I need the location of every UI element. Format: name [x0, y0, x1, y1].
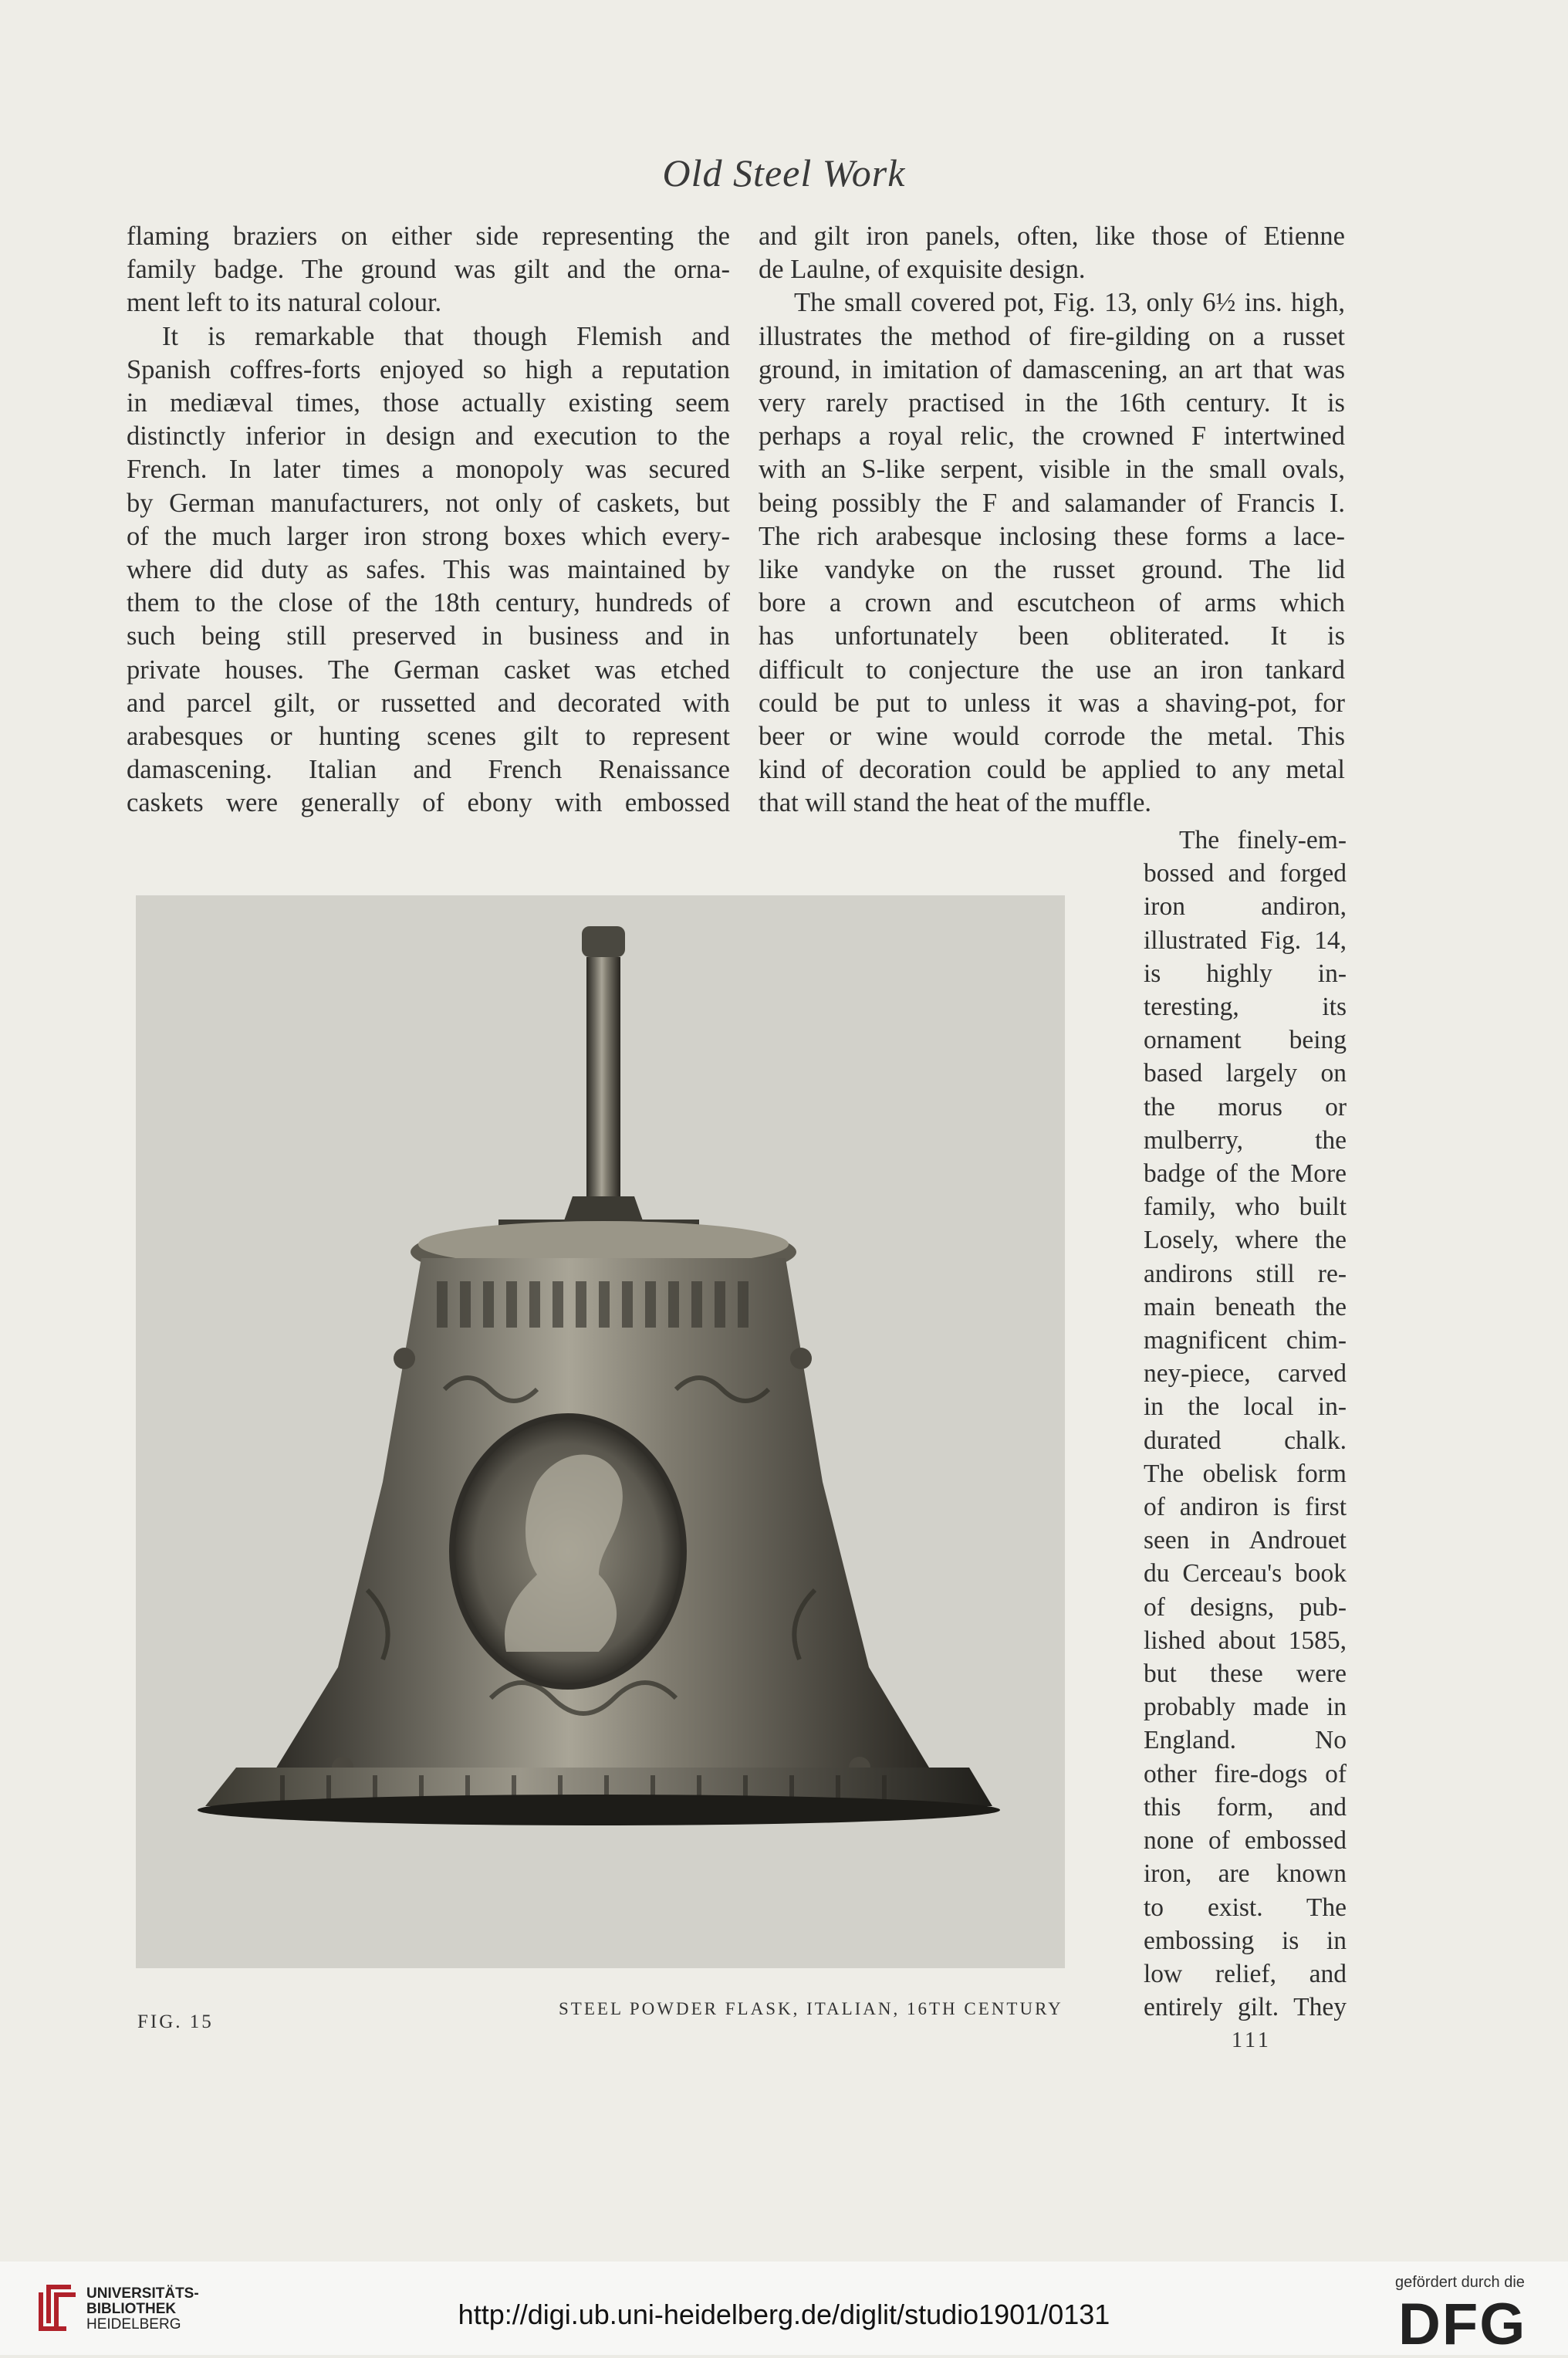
text-line: bossed and forged: [1144, 859, 1347, 888]
text-line: family, who built: [1144, 1193, 1347, 1222]
text-line: beer or wine would corrode the metal. This: [759, 722, 1345, 752]
text-line: The rich arabesque inclosing these forms a lace-: [759, 521, 1345, 551]
text-line: ney-piece, carved: [1144, 1359, 1347, 1389]
text-line: ment left to its natural colour.: [127, 288, 442, 318]
text-line: The finely-em-: [1179, 826, 1347, 854]
text-line: andirons still re-: [1144, 1259, 1347, 1288]
text-line: based largely on: [1144, 1059, 1347, 1088]
text-line: seen in Androuet: [1144, 1526, 1347, 1555]
text-line: magnificent chim-: [1144, 1326, 1347, 1355]
text-line: mulberry, the: [1144, 1125, 1347, 1155]
text-line: bore a crown and escutcheon of arms which: [759, 588, 1345, 618]
running-head: Old Steel Work: [662, 151, 906, 195]
text-line: distinctly inferior in design and execution to the: [127, 421, 730, 452]
text-line: Spanish coffres-forts enjoyed so high a reputation: [127, 354, 730, 384]
text-line: to exist. The: [1144, 1893, 1347, 1922]
text-line: main beneath the: [1144, 1292, 1347, 1321]
text-line: French. In later times a monopoly was secured: [127, 455, 730, 485]
text-line: Losely, where the: [1144, 1226, 1347, 1255]
text-line: this form, and: [1144, 1792, 1347, 1822]
text-line: durated chalk.: [1144, 1426, 1347, 1455]
sponsor-label: gefördert durch die: [1395, 2274, 1525, 2291]
left-column: [127, 220, 730, 820]
text-line: embossing is in: [1144, 1926, 1347, 1955]
text-line: de Laulne, of exquisite design.: [759, 255, 1086, 285]
text-line: by German manufacturers, not only of caskets, but: [127, 488, 730, 518]
text-line: being possibly the F and salamander of Francis I.: [759, 488, 1345, 518]
powder-flask-photograph: [136, 895, 1065, 1968]
text-line: and gilt iron panels, often, like those of Etienne: [759, 222, 1345, 251]
text-line: with an S-like serpent, visible in the small ovals,: [759, 455, 1345, 485]
text-line: where did duty as safes. This was maintained by: [127, 555, 730, 585]
text-line: of andiron is first: [1144, 1493, 1347, 1522]
text-line: iron, are known: [1144, 1859, 1347, 1889]
text-line: iron andiron,: [1144, 892, 1347, 922]
text-line: in the local in-: [1144, 1392, 1347, 1422]
text-line: arabesques or hunting scenes gilt to represent: [127, 722, 730, 752]
text-line: The obelisk form: [1144, 1459, 1347, 1488]
text-line: such being still preserved in business and in: [127, 621, 730, 651]
text-line: damascening. Italian and French Renaissance: [127, 755, 730, 785]
text-line: illustrated Fig. 14,: [1144, 925, 1347, 955]
figure-caption: STEEL POWDER FLASK, ITALIAN, 16TH CENTURY: [559, 1999, 1063, 2018]
text-line: could be put to unless it was a shaving-pot, for: [759, 688, 1345, 718]
text-line: badge of the More: [1144, 1159, 1347, 1189]
text-line: them to the close of the 18th century, hundreds of: [127, 588, 730, 618]
text-line: England. No: [1144, 1726, 1347, 1755]
text-line: flaming braziers on either side representing the: [127, 222, 730, 251]
text-line: probably made in: [1144, 1693, 1347, 1722]
text-line: illustrates the method of fire-gilding on a russet: [759, 321, 1345, 351]
page-number: 111: [1232, 2028, 1272, 2052]
text-line: ornament being: [1144, 1026, 1347, 1055]
text-line: entirely gilt. They: [1144, 1993, 1347, 2022]
library-name-line2: BIBLIOTHEK: [86, 2301, 177, 2317]
text-line: other fire-dogs of: [1144, 1759, 1347, 1788]
text-line: is highly in-: [1144, 959, 1347, 988]
text-line: du Cerceau's book: [1144, 1559, 1347, 1588]
text-line: very rarely practised in the 16th century. It is: [759, 388, 1345, 418]
text-line: like vandyke on the russet ground. The lid: [759, 555, 1345, 585]
library-name-line3: HEIDELBERG: [86, 2316, 181, 2333]
library-name-line1: UNIVERSITÄTS-: [86, 2285, 199, 2302]
text-line: and parcel gilt, or russetted and decorated with: [127, 688, 730, 718]
text-line: kind of decoration could be applied to any metal: [759, 755, 1345, 785]
dfg-logo: DFG: [1398, 2292, 1527, 2357]
text-line: The small covered pot, Fig. 13, only 6½ ins. high,: [794, 288, 1345, 318]
powder-flask-image: [136, 895, 1065, 1968]
text-line: difficult to conjecture the use an iron tankard: [759, 655, 1345, 685]
source-url-link[interactable]: http://digi.ub.uni-heidelberg.de/diglit/studio1901/0131: [458, 2299, 1110, 2330]
right-column: [759, 220, 1345, 820]
text-line: of the much larger iron strong boxes which every-: [127, 521, 730, 551]
text-line: none of embossed: [1144, 1826, 1347, 1856]
narrow-column: [1144, 824, 1347, 2024]
text-line: family badge. The ground was gilt and the orna-: [127, 255, 730, 285]
text-line: the morus or: [1144, 1092, 1347, 1121]
text-line: lished about 1585,: [1144, 1626, 1347, 1655]
text-line: that will stand the heat of the muffle.: [759, 788, 1152, 818]
text-line: but these were: [1144, 1659, 1347, 1689]
text-line: teresting, its: [1144, 993, 1347, 1022]
figure-label: FIG. 15: [137, 2011, 214, 2032]
text-line: perhaps a royal relic, the crowned F intertwined: [759, 421, 1345, 452]
text-line: private houses. The German casket was etched: [127, 655, 730, 685]
text-line: low relief, and: [1144, 1959, 1347, 1988]
text-line: in mediæval times, those actually existing seem: [127, 388, 730, 418]
text-line: of designs, pub-: [1144, 1592, 1347, 1622]
text-line: has unfortunately been obliterated. It is: [759, 621, 1345, 651]
text-line: It is remarkable that though Flemish and: [162, 321, 730, 351]
text-line: ground, in imitation of damascening, an art that was: [759, 354, 1345, 384]
text-line: caskets were generally of ebony with embossed: [127, 788, 730, 818]
